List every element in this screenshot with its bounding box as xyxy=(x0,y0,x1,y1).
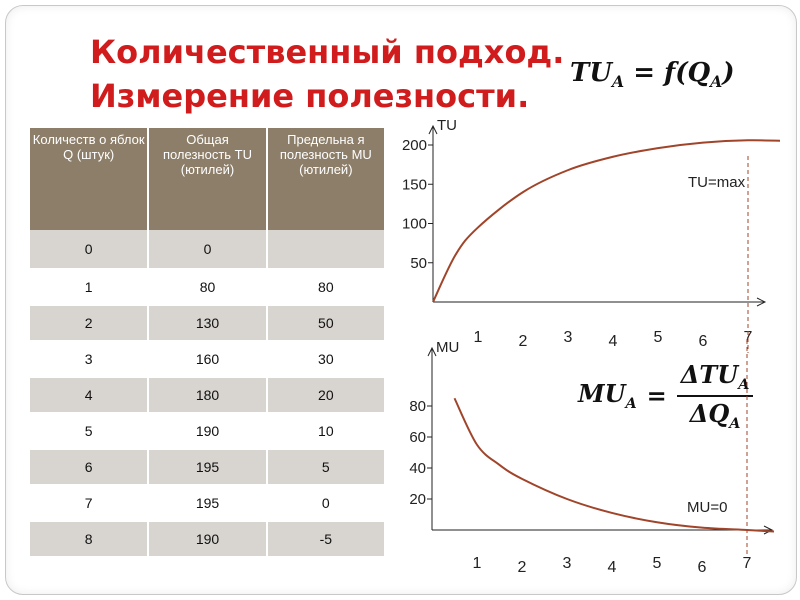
mu-y-axis-label: MU xyxy=(436,340,460,356)
cell-marginal-utility xyxy=(267,230,385,269)
tu-x-tick-label: 6 xyxy=(698,333,708,350)
cell-quantity: 0 xyxy=(30,230,148,269)
table-row xyxy=(30,269,385,305)
cell-quantity: 7 xyxy=(30,485,148,521)
title-line-1: Количественный подход. xyxy=(90,33,565,71)
cell-quantity: 6 xyxy=(30,449,148,485)
tu-formula-lhs: TU xyxy=(570,58,613,88)
tu-formula-rhs: = f(Q xyxy=(624,58,711,88)
title-line-2: Измерение полезности. xyxy=(90,77,530,115)
cell-total-utility: 180 xyxy=(148,377,266,413)
cell-total-utility: 195 xyxy=(148,449,266,485)
cell-total-utility: 195 xyxy=(148,485,266,521)
table-row xyxy=(30,521,385,557)
mu-x-tick-label: 1 xyxy=(472,555,482,572)
table-row xyxy=(30,449,385,485)
cell-total-utility: 130 xyxy=(148,305,266,341)
cell-quantity: 4 xyxy=(30,377,148,413)
mu-formula-equals: = xyxy=(646,381,667,411)
mu-y-tick-label: 20 xyxy=(409,491,426,508)
cell-total-utility: 160 xyxy=(148,341,266,377)
mu-x-tick-label: 2 xyxy=(517,559,527,576)
table-row xyxy=(30,230,385,269)
cell-marginal-utility: 10 xyxy=(267,413,385,449)
mu-formula-lhs: $MU_A$ xyxy=(578,379,637,413)
mu-x-tick-label: 4 xyxy=(607,559,617,576)
tu-x-tick-label: 2 xyxy=(518,333,528,350)
cell-total-utility: 0 xyxy=(148,230,266,269)
mu-y-tick-label: 80 xyxy=(409,398,426,415)
mu-x-tick-label: 5 xyxy=(652,555,662,572)
header-quantity: Количеств о яблок Q (штук) xyxy=(30,128,148,230)
tu-y-tick-label: 100 xyxy=(401,215,427,233)
mu-formula-denominator: $\Delta Q_A$ xyxy=(689,398,741,432)
tu-formula-lhs-sub: A xyxy=(612,72,625,92)
mu-x-tick-label: 3 xyxy=(562,555,572,572)
cell-quantity: 3 xyxy=(30,341,148,377)
mu-x-tick-label: 7 xyxy=(742,555,752,572)
mu-formula-numerator: $\Delta TU_A$ xyxy=(677,360,754,397)
header-marginal-utility: Предельна я полезность MU (ютилей) xyxy=(267,128,385,230)
cell-marginal-utility: 50 xyxy=(267,305,385,341)
utility-table xyxy=(30,128,386,558)
cell-marginal-utility: 20 xyxy=(267,377,385,413)
table-row xyxy=(30,377,385,413)
slide-title xyxy=(90,30,564,118)
cell-total-utility: 190 xyxy=(148,413,266,449)
tu-curve xyxy=(433,140,780,302)
tu-x-tick-label: 4 xyxy=(608,333,618,350)
cell-marginal-utility: 0 xyxy=(267,485,385,521)
header-total-utility: Общая полезность TU (ютилей) xyxy=(148,128,266,230)
table-body xyxy=(30,230,385,557)
cell-marginal-utility: 5 xyxy=(267,449,385,485)
table-row xyxy=(30,485,385,521)
cell-total-utility: 190 xyxy=(148,521,266,557)
tu-x-tick-label: 3 xyxy=(563,329,573,346)
cell-quantity: 8 xyxy=(30,521,148,557)
cell-marginal-utility: 80 xyxy=(267,269,385,305)
cell-marginal-utility: -5 xyxy=(267,521,385,557)
mu-y-tick-label: 40 xyxy=(409,460,426,477)
table-row xyxy=(30,413,385,449)
tu-x-tick-label: 5 xyxy=(653,329,663,346)
tu-formula-rhs-sub: A xyxy=(710,72,723,92)
cell-quantity: 1 xyxy=(30,269,148,305)
tu-y-tick-label: 200 xyxy=(401,137,427,154)
table-header-row xyxy=(30,128,385,230)
tu-formula-rhs-close: ) xyxy=(722,58,735,88)
tu-annotation: TU=max xyxy=(688,174,746,191)
cell-total-utility: 80 xyxy=(148,269,266,305)
tu-x-tick-label: 1 xyxy=(473,329,483,346)
mu-annotation: MU=0 xyxy=(687,499,728,516)
tu-x-tick-label: 7 xyxy=(743,329,753,346)
cell-quantity: 5 xyxy=(30,413,148,449)
cell-quantity: 2 xyxy=(30,305,148,341)
mu-x-tick-label: 6 xyxy=(697,559,707,576)
mu-y-tick-label: 60 xyxy=(409,429,426,446)
tu-formula xyxy=(570,58,735,91)
table-row xyxy=(30,305,385,341)
mu-chart xyxy=(380,340,780,580)
tu-y-tick-label: 50 xyxy=(410,254,427,272)
cell-marginal-utility: 30 xyxy=(267,341,385,377)
tu-chart xyxy=(380,118,780,353)
tu-y-tick-label: 150 xyxy=(401,176,427,194)
tu-y-axis-label: TU xyxy=(437,118,457,134)
table-row xyxy=(30,341,385,377)
